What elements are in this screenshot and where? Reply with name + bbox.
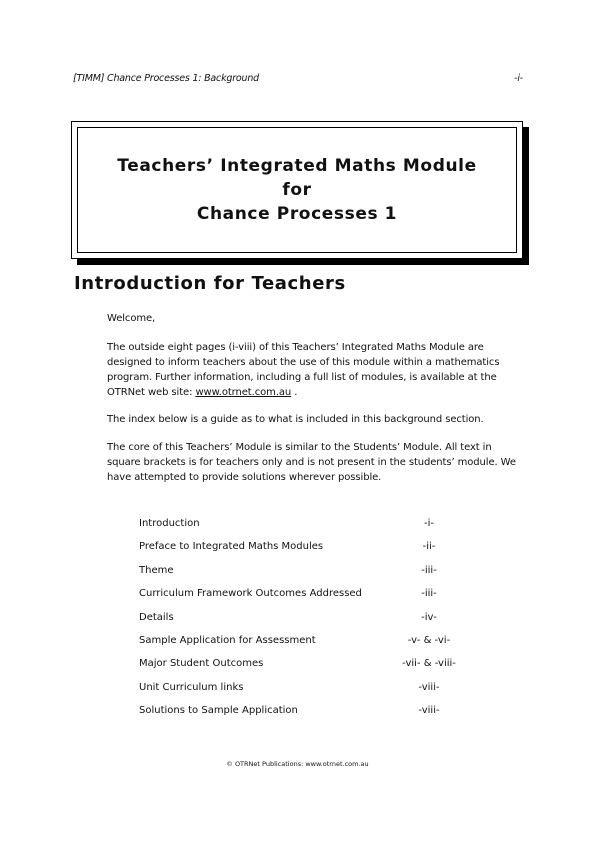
title-box-inner bbox=[77, 127, 517, 253]
toc-entry-page: -i- bbox=[424, 518, 434, 529]
intro-paragraph-2-text: The index below is a guide as to what is included in this background section. bbox=[107, 414, 484, 425]
intro-paragraph-1-text bbox=[107, 340, 527, 400]
toc-entry-title: Details bbox=[139, 611, 174, 623]
toc-entry-title: Introduction bbox=[139, 518, 200, 529]
toc-row bbox=[139, 682, 479, 705]
intro-paragraph-1-body: The outside eight pages (i-viii) of this Teachers’ Integrated Maths Module are designed to inform teachers about the use of this module within a mathematics program. Further information, including a full list of modules, is available at the OTRNet web site: bbox=[107, 342, 500, 398]
toc-row bbox=[139, 658, 479, 681]
toc-entry-page: -iv- bbox=[421, 611, 437, 623]
running-header-page-number: -i- bbox=[514, 73, 523, 84]
toc-row bbox=[139, 565, 479, 588]
intro-paragraph-2 bbox=[107, 412, 527, 427]
toc-entry-title: Major Student Outcomes bbox=[139, 658, 264, 670]
toc-entry-title: Preface to Integrated Maths Modules bbox=[139, 541, 324, 553]
toc-entry-page: -iii- bbox=[421, 564, 437, 576]
toc-entry-page: -iii- bbox=[421, 588, 437, 600]
running-header-title: [TIMM] Chance Processes 1: Background bbox=[73, 73, 259, 84]
toc-row bbox=[139, 541, 479, 564]
toc-row bbox=[139, 635, 479, 658]
intro-paragraph-3-text: The core of this Teachers’ Module is similar to the Students’ Module. All text in square brackets is for teachers only and is not present in the students’ module. We have attempted to provide solutions wherever possible. bbox=[107, 442, 516, 483]
greeting bbox=[107, 311, 527, 326]
greeting-text: Welcome, bbox=[107, 313, 156, 324]
toc-entry-title: Sample Application for Assessment bbox=[139, 634, 316, 646]
table-of-contents bbox=[139, 518, 479, 729]
module-title-line-2: for bbox=[282, 180, 312, 200]
toc-entry-page: -ii- bbox=[422, 541, 436, 553]
toc-entry-page: -viii- bbox=[418, 681, 440, 693]
toc-entry-title: Solutions to Sample Application bbox=[139, 705, 298, 717]
toc-entry-page: -v- & -vi- bbox=[407, 634, 451, 646]
module-title-line-1: Teachers’ Integrated Maths Module bbox=[117, 156, 477, 176]
intro-paragraph-3 bbox=[107, 440, 527, 485]
intro-paragraph-1-end: . bbox=[291, 387, 298, 398]
toc-entry-title: Theme bbox=[139, 564, 174, 576]
toc-row bbox=[139, 705, 479, 728]
module-title-line-3: Chance Processes 1 bbox=[196, 204, 398, 224]
running-header bbox=[73, 73, 523, 84]
toc-entry-page: -viii- bbox=[418, 705, 440, 717]
toc-entry-title: Unit Curriculum links bbox=[139, 681, 244, 693]
title-box bbox=[71, 121, 523, 259]
toc-entry-title: Curriculum Framework Outcomes Addressed bbox=[139, 588, 362, 600]
page-footer: © OTRNet Publications: www.otrnet.com.au bbox=[226, 760, 369, 768]
toc-row bbox=[139, 588, 479, 611]
section-heading: Introduction for Teachers bbox=[74, 273, 346, 294]
toc-row bbox=[139, 518, 479, 541]
website-link[interactable]: www.otrnet.com.au bbox=[195, 387, 292, 398]
toc-row bbox=[139, 612, 479, 635]
intro-paragraph-1 bbox=[107, 340, 527, 400]
toc-entry-page: -vii- & -viii- bbox=[402, 658, 456, 670]
